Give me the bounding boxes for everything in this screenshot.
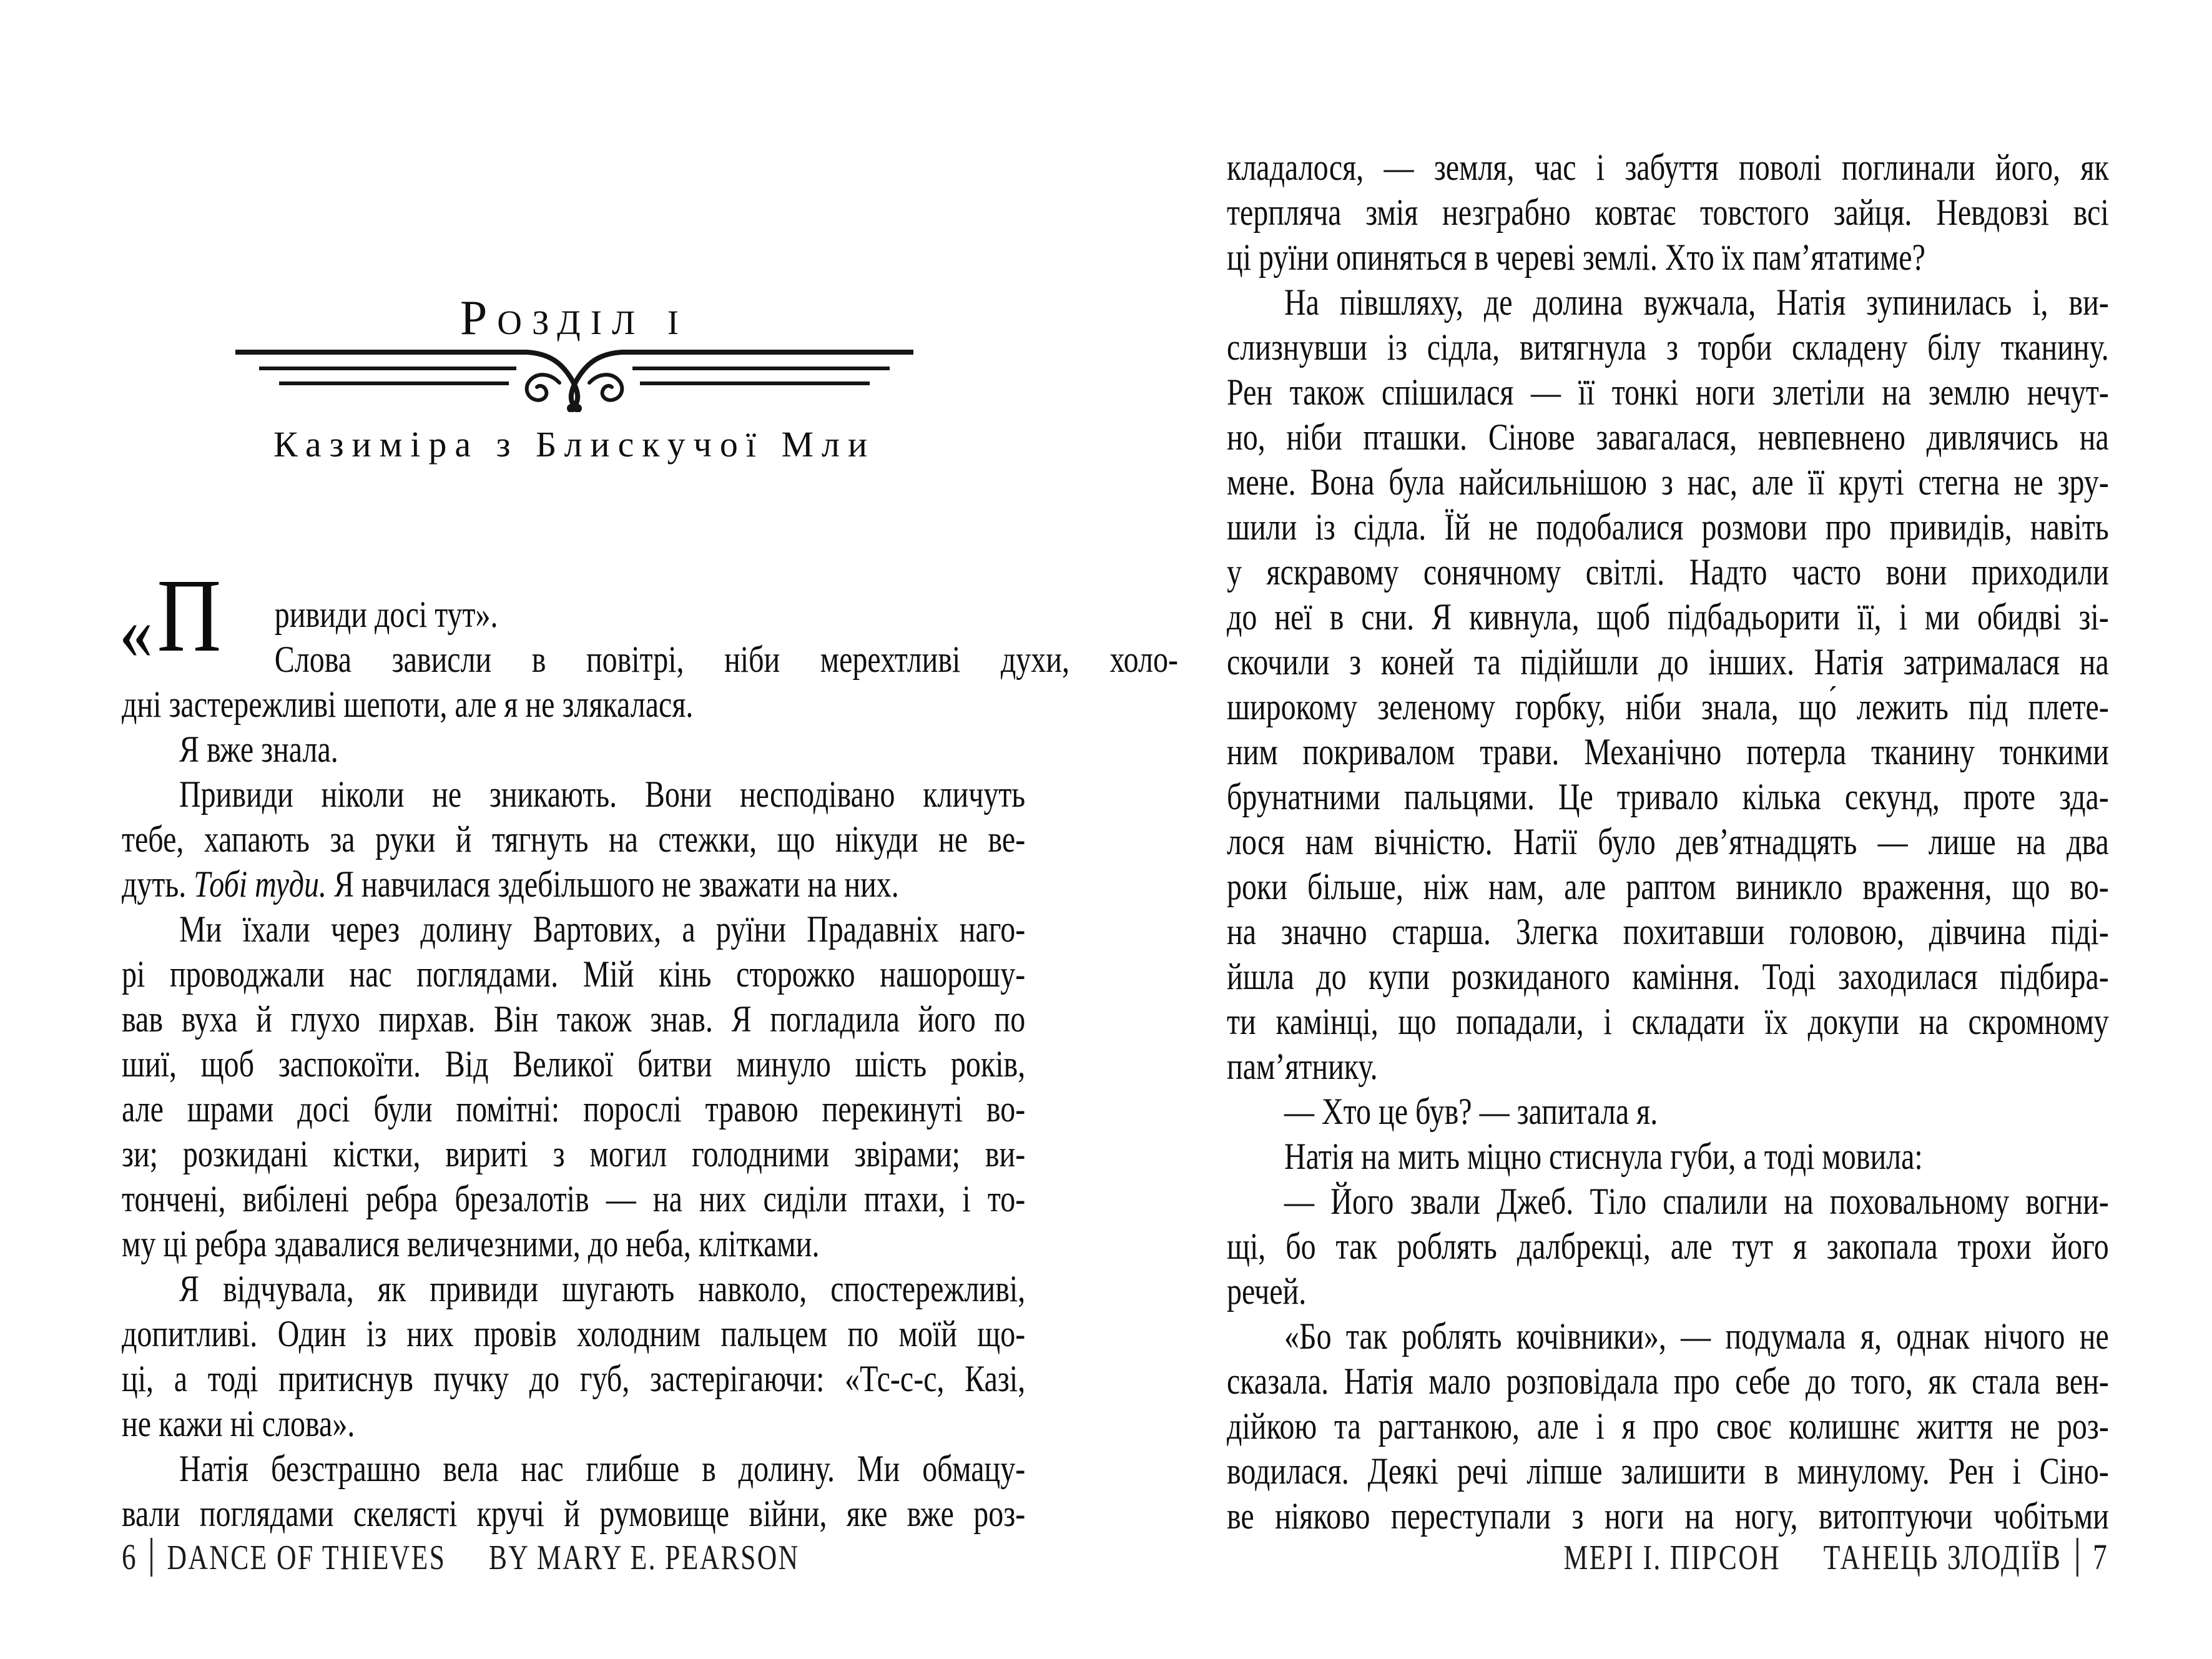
running-author: BY MARY E. PEARSON [488,1538,800,1577]
running-title: ТАНЕЦЬ ЗЛОДІЇВ [1823,1538,2062,1577]
text-line: Натія на мить міцно стиснула губи, а тоді мовила: [1284,1136,1923,1177]
text-line: дні застережливі шепоти, але я не злякалася. [122,684,694,725]
text-line: ве ніяково переступали з ноги на ногу, витоптуючи чобітьми [1227,1495,2109,1537]
text-line: лося нам вічністю. Натії було дев’ятнадцять — лише на два [1227,821,2109,862]
text-line: речей. [1227,1271,1307,1312]
left-page [119,0,1178,1659]
text-line: Я вже знала. [179,729,338,770]
flourish-divider-icon [234,347,915,412]
text-line: вав вуха й глухо пирхав. Він також знав. Я погладила його по [122,998,1026,1040]
text-line: скочили з коней та підійшли до інших. Натія затрималася на [1227,641,2109,682]
text-line: сказала. Натія мало розповідала про себе до того, як стала вен- [1227,1361,2109,1402]
text-line: Натія безстрашно вела нас глибше в долину. Ми обмацу- [179,1448,1026,1489]
right-body-text [1227,145,2109,1538]
text-line: рі проводжали нас поглядами. Мій кінь сторожко нашорошу- [122,953,1026,995]
text-line: роки більше, ніж нам, але раптом виникло враження, що во- [1227,866,2109,907]
text-line: на значно старша. Злегка похитавши головою, дівчина піді- [1227,911,2109,952]
chapter-subtitle: Казиміра з Блискучої Мли [273,424,876,465]
text-line: тебе, хапають за руки й тягнуть на стежки, що нікуди не ве- [122,819,1026,860]
text-line: водилася. Деякі речі ліпше залишити в минулому. Рен і Сіно- [1227,1450,2109,1492]
chapter-heading: Розділ i [460,290,689,345]
left-page-number: 6 [122,1537,136,1577]
text-line: шили із сідла. Їй не подобалися розмови про привидів, навіть [1227,506,2109,548]
text-line: Ми їхали через долину Вартових, а руїни Прадавніх наго- [179,908,1026,950]
text-line: йшла до купи розкиданого каміння. Тоді заходилася підбира- [1227,956,2109,997]
text-line: тончені, вибілені ребра брезалотів — на них сиділи птахи, і то- [122,1178,1026,1219]
text-line: ці руїни опиняться в череві землі. Хто їх пам’ятатиме? [1227,237,1925,278]
text-line: — Його звали Джеб. Тіло спалили на поховальному вогни- [1284,1181,2109,1222]
text-line: слизнувши із сідла, витягнула з торби складену білу тканину. [1227,327,2109,368]
text-line: вали поглядами скелясті кручі й румовище війни, яке вже роз- [122,1493,1026,1534]
text-line: зи; розкидані кістки, вириті з могил голодними звірами; ви- [122,1133,1026,1174]
text-line: але шрами досі були помітні: порослі травою перекинуті во- [122,1088,1026,1130]
text-line: дуть. Тобі туди. Я навчилася здебільшого не зважати на них. [122,864,899,905]
footer-divider-bar [150,1538,152,1577]
right-page-number: 7 [2093,1537,2107,1577]
text-line: брунатними пальцями. Це тривало кілька секунд, проте зда- [1227,776,2109,817]
text-line: мене. Вона була найсильнішою з нас, але її круті стегна не зру- [1227,461,2109,503]
text-line: дійкою та рагтанкою, але і я про своє колишнє життя не роз- [1227,1405,2109,1447]
text-line: пам’ятнику. [1227,1046,1378,1087]
text-line: допитливі. Один із них провів холодним пальцем по моїй що- [122,1313,1026,1354]
text-line: но, ніби пташки. Сінове завагалася, невпевнено дивлячись на [1227,416,2109,458]
text-line: у яскравому сонячному світлі. Надто часто вони приходили [1227,551,2109,593]
running-title: DANCE OF THIEVES [167,1538,446,1577]
text-line: ти камінці, що попадали, і складати їх докупи на скромному [1227,1001,2109,1042]
text-line: не кажи ні слова». [122,1403,355,1444]
text-line: терпляча змія незграбно ковтає товстого зайця. Невдовзі всі [1227,192,2109,233]
chapter-divider-ornament [234,347,915,415]
text-line: кладалося, — земля, час і забуття поволі поглинали його, як [1227,147,2109,188]
text-line: широкому зеленому горбку, ніби знала, що́ лежить під плете- [1227,686,2109,727]
text-line: му ці ребра здавалися величезними, до неба, клітками. [122,1223,820,1264]
text-line: шиї, щоб заспокоїти. Від Великої битви минуло шість років, [122,1043,1026,1085]
footer-divider-bar [2077,1538,2078,1577]
right-page [1227,0,2112,1659]
text-line: Рен також спішилася — її тонкі ноги злетіли на землю нечут- [1227,372,2109,413]
text-line: «Бо так роблять кочівники», — подумала я, однак нічого не [1284,1316,2109,1357]
left-body-text [122,592,1178,1536]
text-line: ці, а тоді притиснув пучку до губ, застерігаючи: «Тс-с-с, Казі, [122,1358,1026,1399]
running-author: МЕРІ І. ПІРСОН [1563,1538,1781,1577]
text-line: ривиди досі тут». [274,594,498,635]
right-footer [1410,1537,2107,1578]
text-line: Я відчувала, як привиди шугають навколо, спостережливі, [179,1268,1026,1309]
text-line: щі, бо так роблять далбрекці, але тут я закопала трохи його [1227,1226,2109,1267]
drop-cap-letter: П [157,558,222,674]
text-line: Слова зависли в повітрі, ніби мерехтливі духи, холо- [274,639,1178,680]
text-line: до неї в сни. Я кивнула, щоб підбадьорити її, і ми обидві зі- [1227,596,2109,638]
drop-cap-quote-mark: « [119,589,153,676]
text-line: Привиди ніколи не зникають. Вони несподівано кличуть [179,774,1026,815]
text-line: ним покривалом трави. Механічно потерла тканину тонкими [1227,731,2109,772]
text-line: На півшляху, де долина вужчала, Натія зупинилась і, ви- [1284,282,2109,323]
left-footer [122,1537,991,1578]
text-line: — Хто це був? — запитала я. [1284,1091,1658,1132]
